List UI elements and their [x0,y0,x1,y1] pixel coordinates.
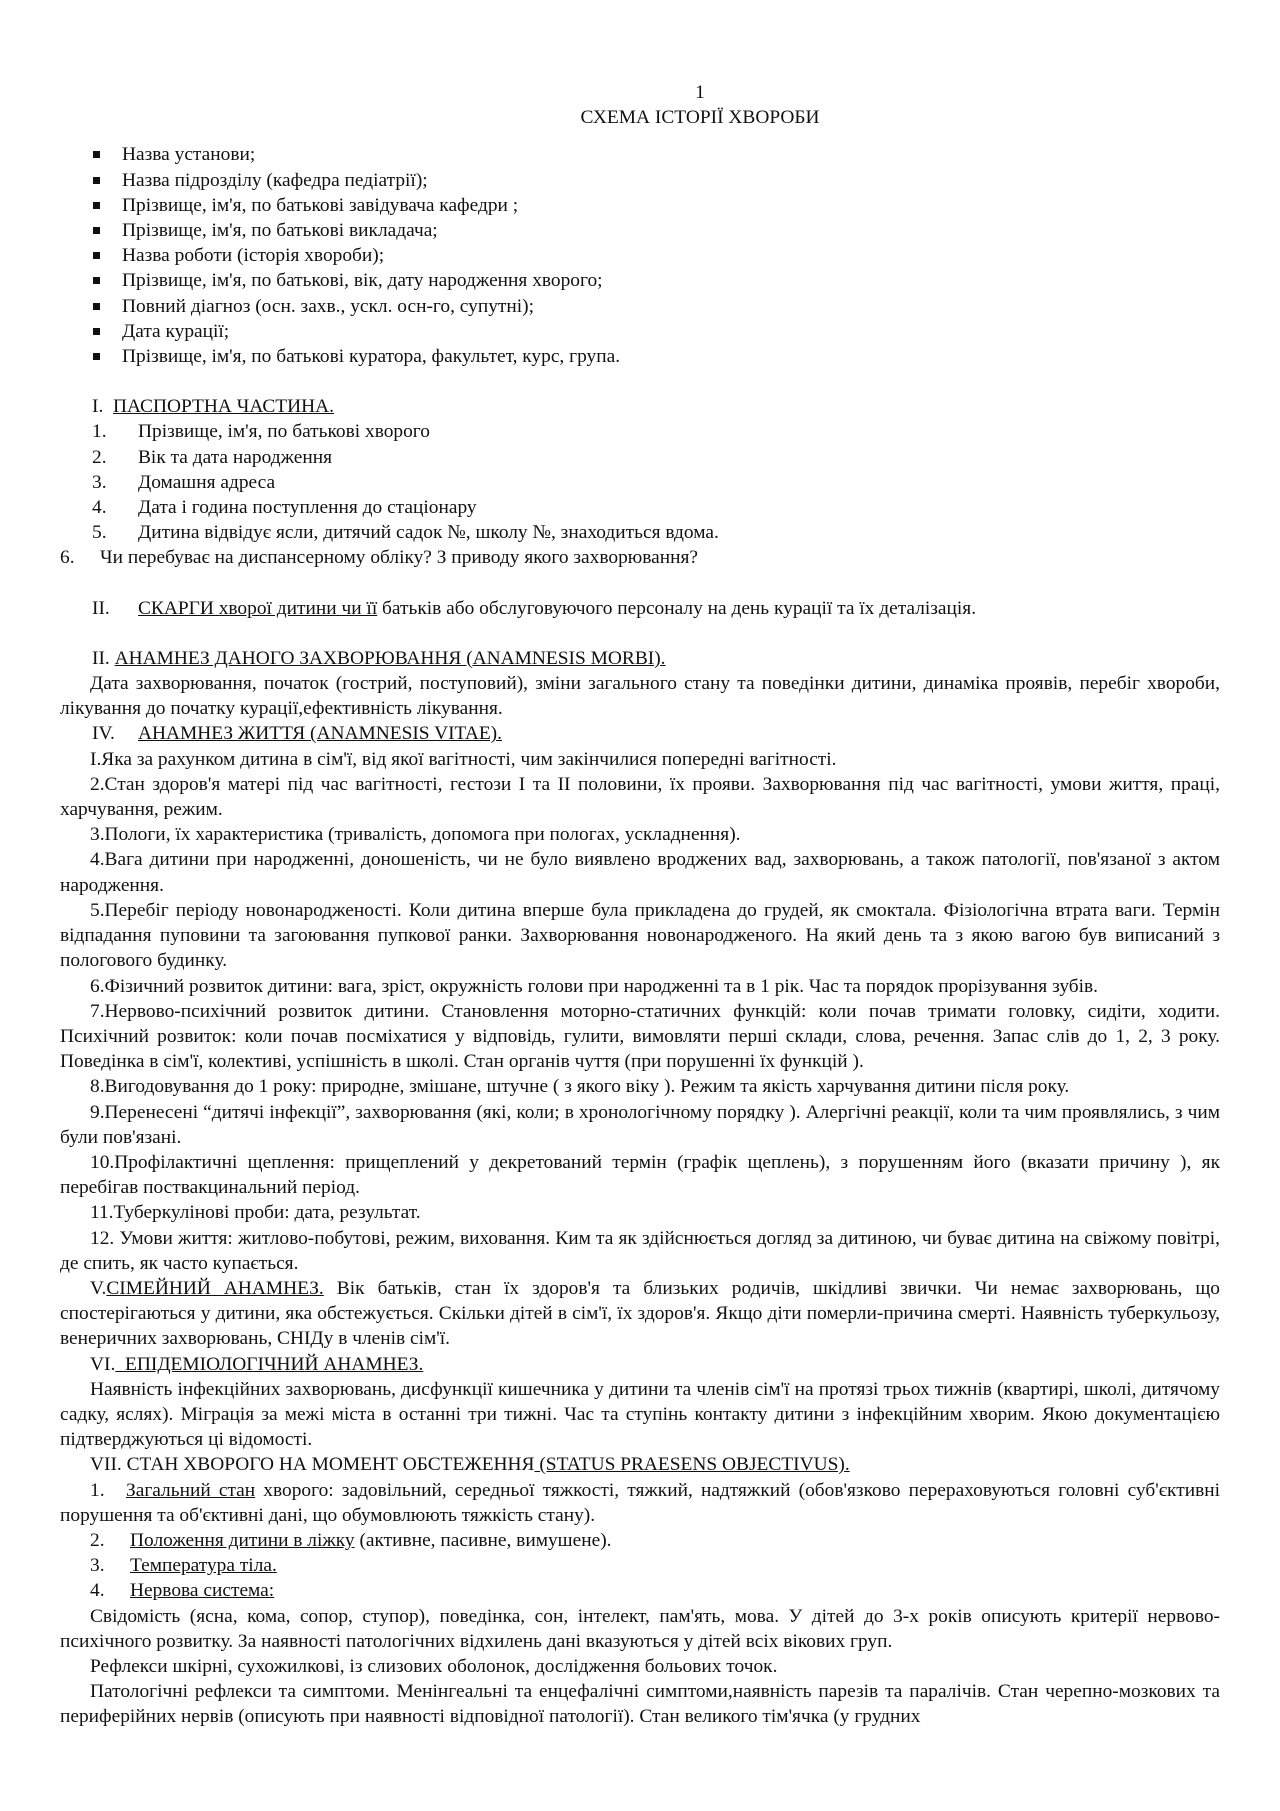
vitae-paragraph: 3.Пологи, їх характеристика (тривалість, допомога при пологах, ускладнення). [90,824,741,846]
section-title: АНАМНЕЗ ЖИТТЯ (ANAMNESIS VITAE). [138,723,502,745]
section-passport-heading [60,394,1220,419]
vitae-paragraph: I.Яка за рахунком дитина в сім'ї, від якої вагітності, чим закінчилися попередні вагітності. [90,748,837,770]
bullet-item: Назва роботи (історія хвороби); [60,243,1220,268]
passport-item: 6. Чи перебуває на диспансерному обліку? З приводу якого захворювання? [60,547,699,569]
nervous-system-paragraph: Свідомість (ясна, кома, сопор, ступор), поведінка, сон, інтелект, пам'ять, мова. У дітей до 3-х років описують критерії нервово-психічного розвитку. За наявності патологічних відхилень дані вказуються у дітей всіх вікових груп. [60,1605,1220,1652]
bullet-item: Прізвище, ім'я, по батькові, вік, дату народження хворого; [60,268,1220,293]
bullet-item: Назва підрозділу (кафедра педіатрії); [60,168,1220,193]
status-item: 1. Загальний стан хворого: задовільний, середньої тяжкості, тяжкий, надтяжкий (обов'язково перераховуються головні суб'єктивні порушення та об'єктивні дані, що обумовлюють тяжкість стану). [60,1479,1220,1526]
passport-item: 1. Прізвище, ім'я, по батькові хворого [92,421,430,443]
section-anamnesis-vitae-heading [60,721,1220,746]
section-number: VI. [90,1353,116,1375]
page-number: 1 [695,82,705,103]
section-title: АНАМНЕЗ ДАНОГО ЗАХВОРЮВАННЯ (ANAMNESIS MORBI). [114,647,666,669]
section-complaints-heading: II. СКАРГИ хворої дитини чи її батьків або обслуговуючого персоналу на день курації та їх деталізація. [60,596,1220,621]
status-item: 4. Нервова система: [90,1580,275,1602]
section-title: СКАРГИ хворої дитини чи її [138,597,378,619]
section-title: СІМЕЙНИЙ АНАМНЕЗ. [106,1277,324,1299]
epidemiological-text: Наявність інфекційних захворювань, дисфункції кишечника у дитини та членів сім'ї на протязі трьох тижнів (квартирі, школі, дитячому садку, яслях). Міграція за межі міста в останні три тижні. Час та ступінь контакту дитини з інфекційним хворим. Якою документацією підтверджуються ці відомості. [60,1378,1220,1451]
section-number: I. [92,396,104,418]
bullet-item: Дата курації; [60,319,1220,344]
passport-item: 2. Вік та дата народження [92,446,332,468]
bullet-item: Прізвище, ім'я, по батькові куратора, факультет, курс, група. [60,344,1220,369]
header-bullet-list [60,142,1220,369]
bullet-item: Назва установи; [60,142,1220,167]
vitae-paragraph: 10.Профілактичні щеплення: прищеплений у декретований термін (графік щеплень), з порушенням його (вказати причину ), як перебігав поствакцинальний період. [60,1151,1220,1199]
section-number: V. [90,1277,107,1299]
vitae-paragraph: 8.Вигодовування до 1 року: природне, змішане, штучне ( з якого віку ). Режим та якість харчування дитини після року. [90,1076,1070,1098]
section-epidemiological-heading [60,1352,1220,1377]
section-family-anamnesis: V.СІМЕЙНИЙ АНАМНЕЗ. Вік батьків, стан їх здоров'я та близьких родичів, шкідливі звички. Чи немає захворювань, що спостерігаються у дитини, яка обстежується. Скільки дітей в сім'ї, їх здоров'я. Якщо діти померли-причина смерті. Наявність туберкульозу, венеричних захворювань, СНІДу в членів сім'ї. [60,1277,1220,1350]
bullet-item: Повний діагноз (осн. захв., ускл. осн-го, супутні); [60,294,1220,319]
vitae-paragraph: 9.Перенесені “дитячі інфекції”, захворювання (які, коли; в хронологічному порядку ). Алергічні реакції, коли та чим проявлялись, з чим були пов'язані. [60,1101,1220,1148]
section-title: ПАСПОРТНА ЧАСТИНА. [113,396,334,418]
section-title: ЕПІДЕМІОЛОГІЧНИЙ АНАМНЕЗ. [115,1353,424,1375]
nervous-system-paragraph: Патологічні рефлекси та симптоми. Менінгеальні та енцефалічні симптоми,наявність парезів та паралічів. Стан черепно-мозкових та периферійних нервів (описують при наявності відповідної патології). Стан великого тім'ячка (у грудних [60,1681,1220,1728]
section-number: IV. [92,723,115,745]
vitae-paragraph: 7.Нервово-психічний розвиток дитини. Становлення моторно-статичних функцій: коли почав тримати головку, сидіти, ходити. Психічний розвиток: коли почав посміхатися у відповідь, гулити, вимовляти перші склади, слова, речення. Запас слів до 1, 2, 3 року. Поведінка в сім'ї, колективі, успішність в школі. Стан органів чуття (при порушенні їх функцій ). [60,1000,1220,1073]
anamnesis-morbi-text: Дата захворювання, початок (гострий, поступовий), зміни загального стану та поведінки дитини, динаміка проявів, перебіг хвороби, лікування до початку курації,ефективність лікування. [60,673,1220,720]
page-title: СХЕМА ІСТОРІЇ ХВОРОБИ [580,107,820,129]
passport-item: 4. Дата і година поступлення до стаціонару [92,497,477,519]
section-anamnesis-morbi-heading [60,646,1220,671]
vitae-paragraph: 11.Туберкулінові проби: дата, результат. [90,1202,421,1224]
passport-item: 5. Дитина відвідує ясли, дитячий садок №, школу №, знаходиться вдома. [92,522,719,544]
bullet-item: Прізвище, ім'я, по батькові викладача; [60,218,1220,243]
vitae-paragraph: 4.Вага дитини при народженні, доношеність, чи не було виявлено вроджених вад, захворювань, а також патології, пов'язаної з актом народження. [60,849,1220,896]
section-title: VII. СТАН ХВОРОГО НА МОМЕНТ ОБСТЕЖЕННЯ [90,1454,535,1476]
status-item: 2. Положення дитини в ліжку (активне, пасивне, вимушене). [90,1529,612,1551]
status-item: 3. Температура тіла. [90,1555,277,1577]
vitae-paragraph: 12. Умови життя: житлово-побутові, режим, виховання. Ким та як здійснюється догляд за дитиною, чи буває дитина на свіжому повітрі, де спить, як часто купається. [60,1227,1220,1274]
bullet-item: Прізвище, ім'я, по батькові завідувача кафедри ; [60,193,1220,218]
vitae-paragraph: 6.Фізичний розвиток дитини: вага, зріст, окружність голови при народженні та в 1 рік. Час та порядок прорізування зубів. [90,975,1099,997]
vitae-paragraph: 5.Перебіг періоду новонародженості. Коли дитина вперше була прикладена до грудей, як смоктала. Фізіологічна втрата ваги. Термін відпадання пуповини та загоювання пупкової ранки. Захворювання новонародженого. На який день та з якою вагою був виписаний з пологового будинку. [60,899,1220,972]
section-status-heading [60,1452,1220,1477]
section-title-latin: (STATUS PRAESENS OBJECTIVUS). [534,1454,850,1476]
section-number: II. [92,647,115,669]
document-page [60,80,1220,1730]
section-number: II. [92,597,110,619]
vitae-paragraph: 2.Стан здоров'я матері під час вагітності, гестози I та II половини, їх прояви. Захворювання під час вагітності, умови життя, праці, харчування, режим. [60,773,1220,821]
nervous-system-paragraph: Рефлекси шкірні, сухожилкові, із слизових оболонок, дослідження больових точок. [90,1655,778,1677]
passport-item: 3. Домашня адреса [92,471,276,493]
